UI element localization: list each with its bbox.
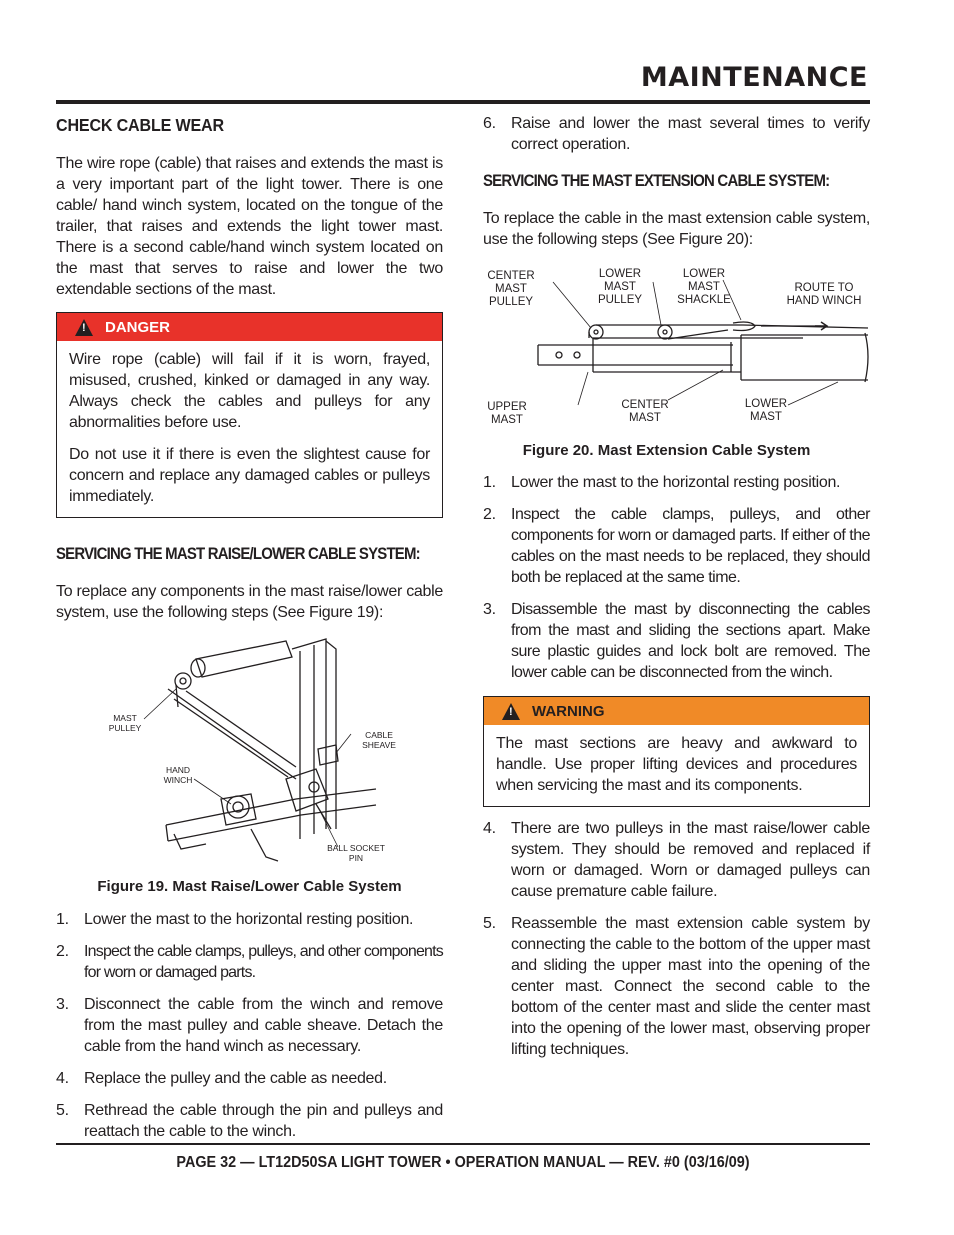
raise-lower-heading: SERVICING THE MAST RAISE/LOWER CABLE SYSTEM: [56, 544, 420, 563]
page-footer: PAGE 32 — LT12D50SA LIGHT TOWER • OPERATION MANUAL — REV. #0 (03/16/09) [176, 1154, 750, 1171]
danger-text-2: Do not use it if there is even the slightest cause for concern and replace any damaged cables or pulleys immediately. [69, 446, 430, 505]
label-center-mast: CENTER MAST [621, 399, 669, 424]
warning-triangle-icon: ! [75, 319, 93, 336]
list-item: 1. Lower the mast to the horizontal resting position. [483, 474, 841, 491]
danger-text-1: Wire rope (cable) will fail if it is worn, frayed, misused, crushed, kinked or damaged in any way. Always check the cables and pulleys for any abnormalities before use. [69, 351, 430, 431]
danger-box [56, 312, 443, 518]
warning-text: The mast sections are heavy and awkward to handle. Use proper lifting devices and procedures when servicing the mast and its components. [496, 735, 857, 794]
label-lower-mast: LOWER MAST [744, 398, 788, 423]
label-cable-sheave: CABLE SHEAVE [362, 730, 396, 750]
list-item: 5. Reassemble the mast extension cable system by connecting the cable to the bottom of the upper mast and sliding the upper mast into the opening of the center mast. Connect the second cable to the bottom of the center mast and slide the center mast into the opening of the lower mast, observing proper lifting techniques. [483, 915, 870, 1058]
list-item: 4. Replace the pulley and the cable as needed. [56, 1070, 387, 1087]
left-column [56, 113, 443, 1142]
label-route-to-hand-winch: ROUTE TO HAND WINCH [786, 282, 862, 307]
warning-box [483, 696, 870, 807]
mast-raise-diagram [56, 629, 443, 872]
danger-label: DANGER [105, 318, 171, 336]
list-item: 6. Raise and lower the mast several times to verify correct operation. [483, 115, 870, 153]
header-rule [56, 100, 870, 104]
right-column [483, 113, 870, 1060]
label-upper-mast: UPPER MAST [487, 401, 527, 426]
page-title: MAINTENANCE [640, 62, 868, 93]
figure-19-caption: Figure 19. Mast Raise/Lower Cable System [97, 878, 402, 895]
figure-20-caption: Figure 20. Mast Extension Cable System [522, 442, 811, 459]
figure-19 [56, 629, 443, 872]
warning-header [484, 697, 869, 725]
list-item: 3. Disassemble the mast by disconnecting the cables from the mast and sliding the sections apart. Make sure plastic guides and lock bolt are removed. The lower cable can be disconnected from the winch. [483, 601, 870, 681]
list-item: 3. Disconnect the cable from the winch and remove from the mast pulley and cable sheave. Detach the cable from the hand winch as necessary. [56, 996, 443, 1055]
label-hand-winch: HAND WINCH [163, 765, 193, 785]
warning-triangle-icon: ! [502, 703, 520, 720]
raise-lower-intro: To replace any components in the mast raise/lower cable system, use the following steps (See Figure 19): [56, 583, 443, 621]
list-item: 1. Lower the mast to the horizontal resting position. [56, 911, 414, 928]
label-center-mast-pulley: CENTER MAST PULLEY [487, 270, 535, 308]
label-ball-socket-pin: BALL SOCKET PIN [327, 843, 385, 863]
figure-20 [483, 260, 870, 435]
extension-steps-a [483, 472, 870, 683]
list-item: 2. Inspect the cable clamps, pulleys, and other components for worn or damaged parts. If either of the cables on the mast needs to be replaced, they should both be replaced at the same time. [483, 506, 870, 586]
list-item: 5. Rethread the cable through the pin and pulleys and reattach the cable to the winch. [56, 1102, 443, 1140]
footer-rule [56, 1143, 870, 1145]
check-cable-heading: CHECK CABLE WEAR [56, 115, 224, 135]
danger-header [57, 313, 442, 341]
label-lower-mast-shackle: LOWER MAST SHACKLE [677, 268, 731, 306]
list-item: 2. Inspect the cable clamps, pulleys, and other components for worn or damaged parts. [56, 943, 443, 981]
label-mast-pulley: MAST PULLEY [108, 713, 142, 733]
check-cable-paragraph: The wire rope (cable) that raises and extends the mast is a very important part of the light tower. There is one cable/ hand winch system, located on the tongue of the trailer, that raises and extends the light tower mast. There is a second cable/hand winch system located on the mast that serves to raise and lower the two extendable sections of the mast. [56, 155, 443, 298]
raise-lower-steps [56, 909, 443, 1142]
step-6-list [483, 113, 870, 155]
extension-heading: SERVICING THE MAST EXTENSION CABLE SYSTEM: [483, 171, 830, 190]
extension-steps-b [483, 818, 870, 1060]
list-item: 4. There are two pulleys in the mast raise/lower cable system. They should be removed and replaced if worn or damaged. Worn or damaged pulleys can cause premature cable failure. [483, 820, 870, 900]
label-lower-mast-pulley: LOWER MAST PULLEY [597, 268, 643, 306]
warning-label: WARNING [532, 702, 605, 720]
extension-intro: To replace the cable in the mast extension cable system, use the following steps (See Figure 20): [483, 210, 870, 248]
